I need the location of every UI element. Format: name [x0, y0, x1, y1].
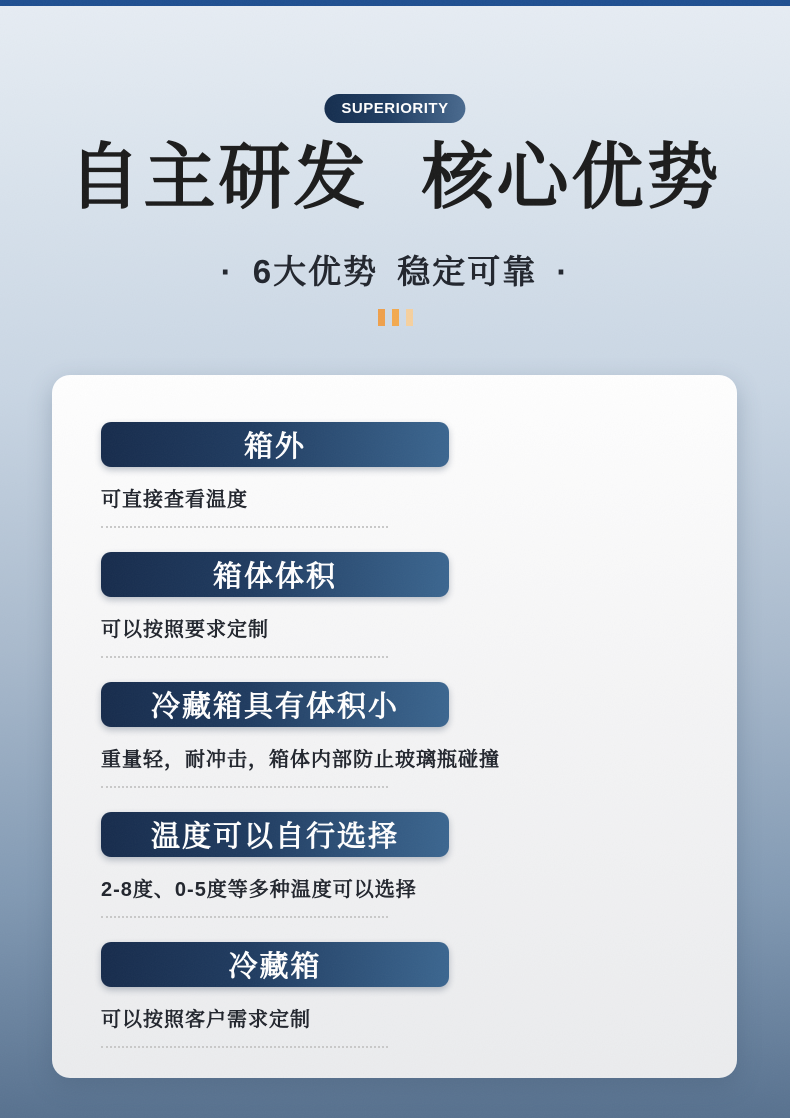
page-title: 自主研发 核心优势: [68, 138, 722, 218]
advantages-card: [52, 375, 737, 1078]
advantage-description: 重量轻，耐冲击，箱体内部防止玻璃瓶碰撞: [101, 749, 500, 771]
advantage-section-box-volume: [101, 552, 737, 682]
advantage-banner-label: 冷藏箱: [228, 951, 322, 983]
bar-icon-segment: [406, 309, 413, 326]
section-divider: [101, 526, 388, 528]
superiority-badge: SUPERIORITY: [324, 94, 465, 123]
bar-icon-segment: [392, 309, 399, 326]
advantage-section-small-volume: [101, 682, 737, 812]
advantage-description: 可以按照客户需求定制: [101, 1009, 311, 1031]
advantage-description: 2-8度、0-5度等多种温度可以选择: [101, 879, 417, 901]
advantage-section-temperature-choice: [101, 812, 737, 942]
section-divider: [101, 1046, 388, 1048]
advantage-banner-label: 温度可以自行选择: [150, 821, 399, 853]
top-accent-bar: [0, 0, 790, 6]
page-subtitle: · 6大优势 稳定可靠 ·: [220, 253, 570, 290]
advantage-description: 可以按照要求定制: [101, 619, 269, 641]
bar-icon-segment: [378, 309, 385, 326]
advantage-banner-label: 箱外: [243, 431, 306, 463]
advantage-section-cold-box: [101, 942, 737, 1072]
section-divider: [101, 916, 388, 918]
section-divider: [101, 656, 388, 658]
advantage-banner-label: 箱体体积: [212, 561, 337, 593]
advantage-banner: [101, 812, 449, 857]
advantage-description: 可直接查看温度: [101, 489, 248, 511]
advantage-banner-label: 冷藏箱具有体积小: [150, 691, 399, 723]
advantage-banner: [101, 942, 449, 987]
advantage-section-outside-box: [101, 422, 737, 552]
advantage-banner: [101, 682, 449, 727]
three-vertical-bars-icon: [0, 309, 790, 326]
section-divider: [101, 786, 388, 788]
advantage-banner: [101, 422, 449, 467]
advantage-banner: [101, 552, 449, 597]
